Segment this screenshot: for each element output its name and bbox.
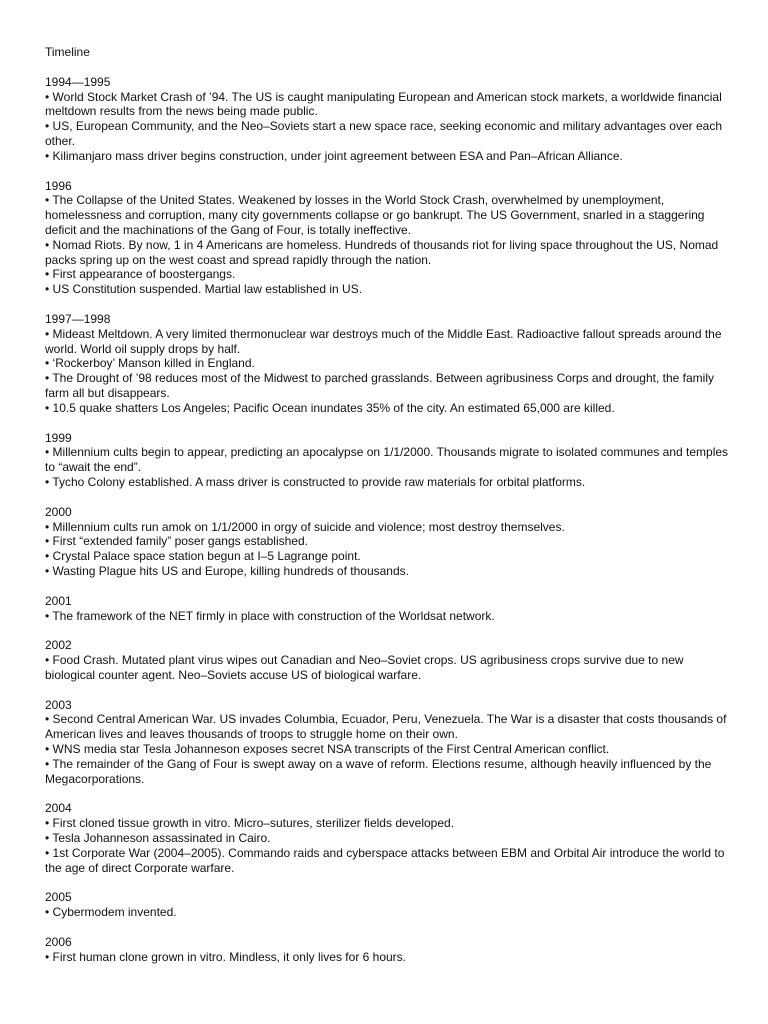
timeline-event: • Tycho Colony established. A mass driver is constructed to provide raw materials for orbital platforms. [45,474,586,489]
timeline-year: 2002 [45,638,72,653]
timeline-year: 1997—1998 [45,311,111,326]
timeline-event: • 10.5 quake shatters Los Angeles; Pacific Ocean inundates 35% of the city. An estimated 65,000 are killed. [45,400,615,415]
timeline-event: • First “extended family” poser gangs established. [45,534,308,549]
timeline-event: • The Collapse of the United States. Weakened by losses in the World Stock Crash, overwhelmed by unemployment, homelessness and corruption, many city governments collapse or go bankrupt. The US Government, snarled in a staggering deficit and the machinations of the Gang of Four, is totally ineffective. [45,193,705,237]
timeline-event: • ‘Rockerboy’ Manson killed in England. [45,356,255,371]
timeline-event: • First human clone grown in vitro. Mindless, it only lives for 6 hours. [45,949,407,964]
timeline-entry [45,505,735,579]
timeline-event: • Millennium cults begin to appear, predicting an apocalypse on 1/1/2000. Thousands migrate to isolated communes and temples to “await the end”. [45,445,729,475]
timeline-year: 2003 [45,697,72,712]
timeline-year: 1996 [45,178,72,193]
timeline-entry [45,935,735,965]
timeline-event: • Crystal Palace space station begun at I–5 Lagrange point. [45,549,361,564]
timeline-year: 2006 [45,935,72,950]
document-page [45,45,735,980]
timeline-event: • First cloned tissue growth in vitro. Micro–sutures, sterilizer fields developed. [45,816,455,831]
timeline-event: • Kilimanjaro mass driver begins construction, under joint agreement between ESA and Pan–African Alliance. [45,148,623,163]
timeline-year: 1999 [45,430,72,445]
timeline-event: • US, European Community, and the Neo–Soviets start a new space race, seeking economic and military advantages over each other. [45,119,723,148]
timeline-entry [45,431,735,490]
timeline-event: • Wasting Plague hits US and Europe, killing hundreds of thousands. [45,563,409,578]
timeline-event: • Millennium cults run amok on 1/1/2000 in orgy of suicide and violence; most destroy themselves. [45,519,565,534]
timeline-entry [45,594,735,624]
document-title: Timeline [45,45,90,59]
timeline-event: • The remainder of the Gang of Four is swept away on a wave of reform. Elections resume, although heavily influenced by the Megacorporations. [45,756,712,786]
timeline-year: 2000 [45,504,72,519]
timeline-event: • Nomad Riots. By now, 1 in 4 Americans are homeless. Hundreds of thousands riot for living space throughout the US, Nomad packs spring up on the west coast and spread rapidly through the nation. [45,237,719,267]
timeline-event: • Second Central American War. US invades Columbia, Ecuador, Peru, Venezuela. The War is a disaster that costs thousands of American lives and leaves thousands of troops to struggle home on their own. [45,712,727,742]
timeline-entry [45,312,735,416]
timeline-event: • Tesla Johanneson assassinated in Cairo. [45,831,271,846]
timeline-list [45,75,735,965]
timeline-year: 1994—1995 [45,74,111,89]
timeline-event: • Mideast Meltdown. A very limited thermonuclear war destroys much of the Middle East. Radioactive fallout spreads around the world. World oil supply drops by half. [45,326,722,356]
timeline-event: • The framework of the NET firmly in place with construction of the Worldsat network. [45,608,495,623]
timeline-entry [45,638,735,682]
timeline-event: • 1st Corporate War (2004–2005). Commando raids and cyberspace attacks between EBM and Orbital Air introduce the world to the age of direct Corporate warfare. [45,845,725,875]
timeline-entry [45,75,735,164]
timeline-event: • US Constitution suspended. Martial law established in US. [45,282,363,297]
timeline-year: 2004 [45,801,72,816]
timeline-entry [45,801,735,875]
timeline-year: 2001 [45,593,72,608]
timeline-event: • Cybermodem invented. [45,905,177,920]
timeline-event: • WNS media star Tesla Johanneson exposes secret NSA transcripts of the First Central American conflict. [45,742,610,757]
timeline-entry [45,179,735,297]
timeline-event: • Food Crash. Mutated plant virus wipes out Canadian and Neo–Soviet crops. US agribusiness crops survive due to new biological counter agent. Neo–Soviets accuse US of biological warfare. [45,653,684,682]
timeline-entry [45,698,735,787]
timeline-event: • The Drought of ’98 reduces most of the Midwest to parched grasslands. Between agribusiness Corps and drought, the family farm all but disappears. [45,371,715,400]
timeline-event: • World Stock Market Crash of ’94. The US is caught manipulating European and American stock markets, a worldwide financial meltdown results from the news being made public. [45,89,722,119]
timeline-year: 2005 [45,890,72,905]
timeline-event: • First appearance of boostergangs. [45,267,236,282]
timeline-entry [45,890,735,920]
